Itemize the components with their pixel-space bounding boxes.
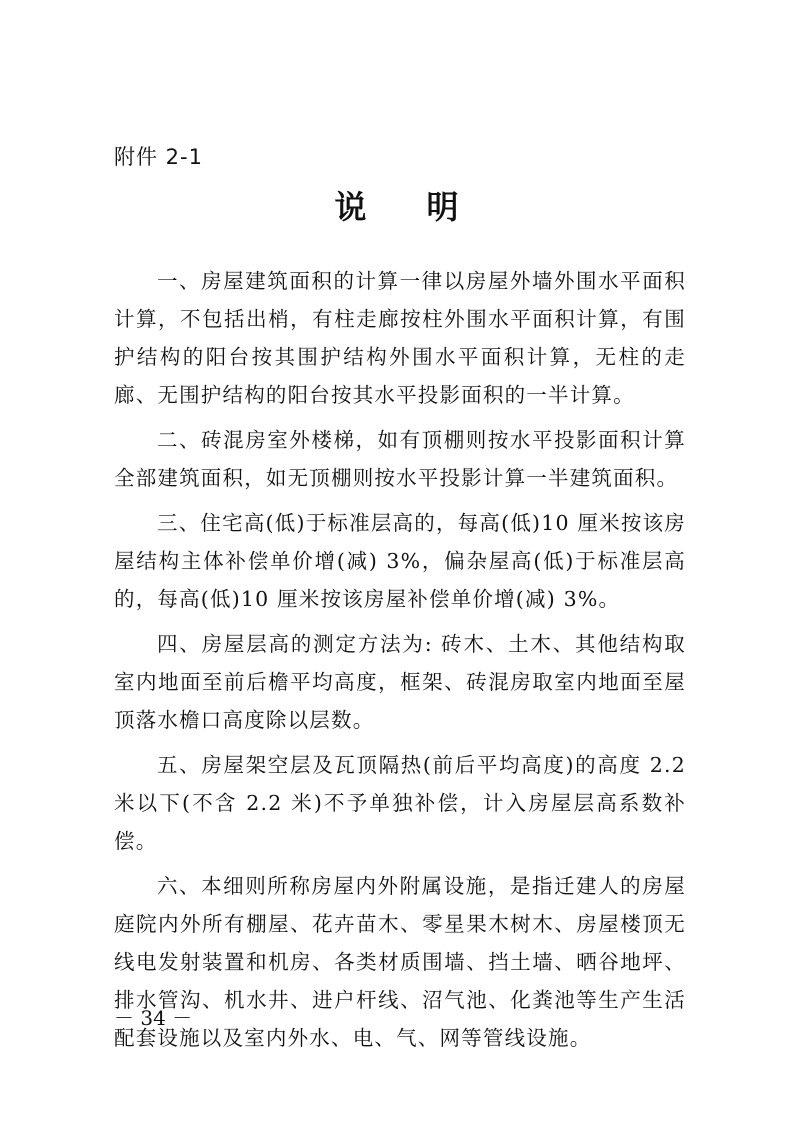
paragraph-6: 六、本细则所称房屋内外附属设施，是指迁建人的房屋庭院内外所有棚屋、花卉苗木、零星果木树木、房屋楼顶无线电发射装置和机房、各类材质围墙、挡土墙、晒谷地坪、排水管沟、机水井、进户杆线、沼气池、化粪池等生产生活配套设施以及室内外水、电、气、网等管线设施。 bbox=[114, 874, 686, 1050]
paragraph-1: 一、房屋建筑面积的计算一律以房屋外墙外围水平面积计算，不包括出梢，有柱走廊按柱外围水平面积计算，有围护结构的阳台按其围护结构外围水平面积计算，无柱的走廊、无围护结构的阳台按其水平投影面积的一半计算。 bbox=[114, 269, 686, 407]
paragraph-2: 二、砖混房室外楼梯，如有顶棚则按水平投影面积计算全部建筑面积，如无顶棚则按水平投影计算一半建筑面积。 bbox=[114, 428, 686, 490]
paragraph-4: 四、房屋层高的测定方法为: 砖木、土木、其他结构取室内地面至前后檐平均高度，框架、砖混房取室内地面至屋顶落水檐口高度除以层数。 bbox=[114, 632, 686, 732]
page-title: 说明 bbox=[334, 188, 519, 226]
document-body bbox=[114, 262, 686, 1064]
page-number: － 34 － bbox=[114, 1006, 193, 1030]
attachment-label: 附件 2-1 bbox=[114, 145, 203, 169]
paragraph-5: 五、房屋架空层及瓦顶隔热(前后平均高度)的高度 2.2 米以下(不含 2.2 米)不予单独补偿，计入房屋层高系数补偿。 bbox=[114, 753, 686, 853]
paragraph-3: 三、住宅高(低)于标准层高的，每高(低)10 厘米按该房屋结构主体补偿单价增(减) 3%，偏杂屋高(低)于标准层高的，每高(低)10 厘米按该房屋补偿单价增(减) 3%。 bbox=[114, 511, 686, 611]
